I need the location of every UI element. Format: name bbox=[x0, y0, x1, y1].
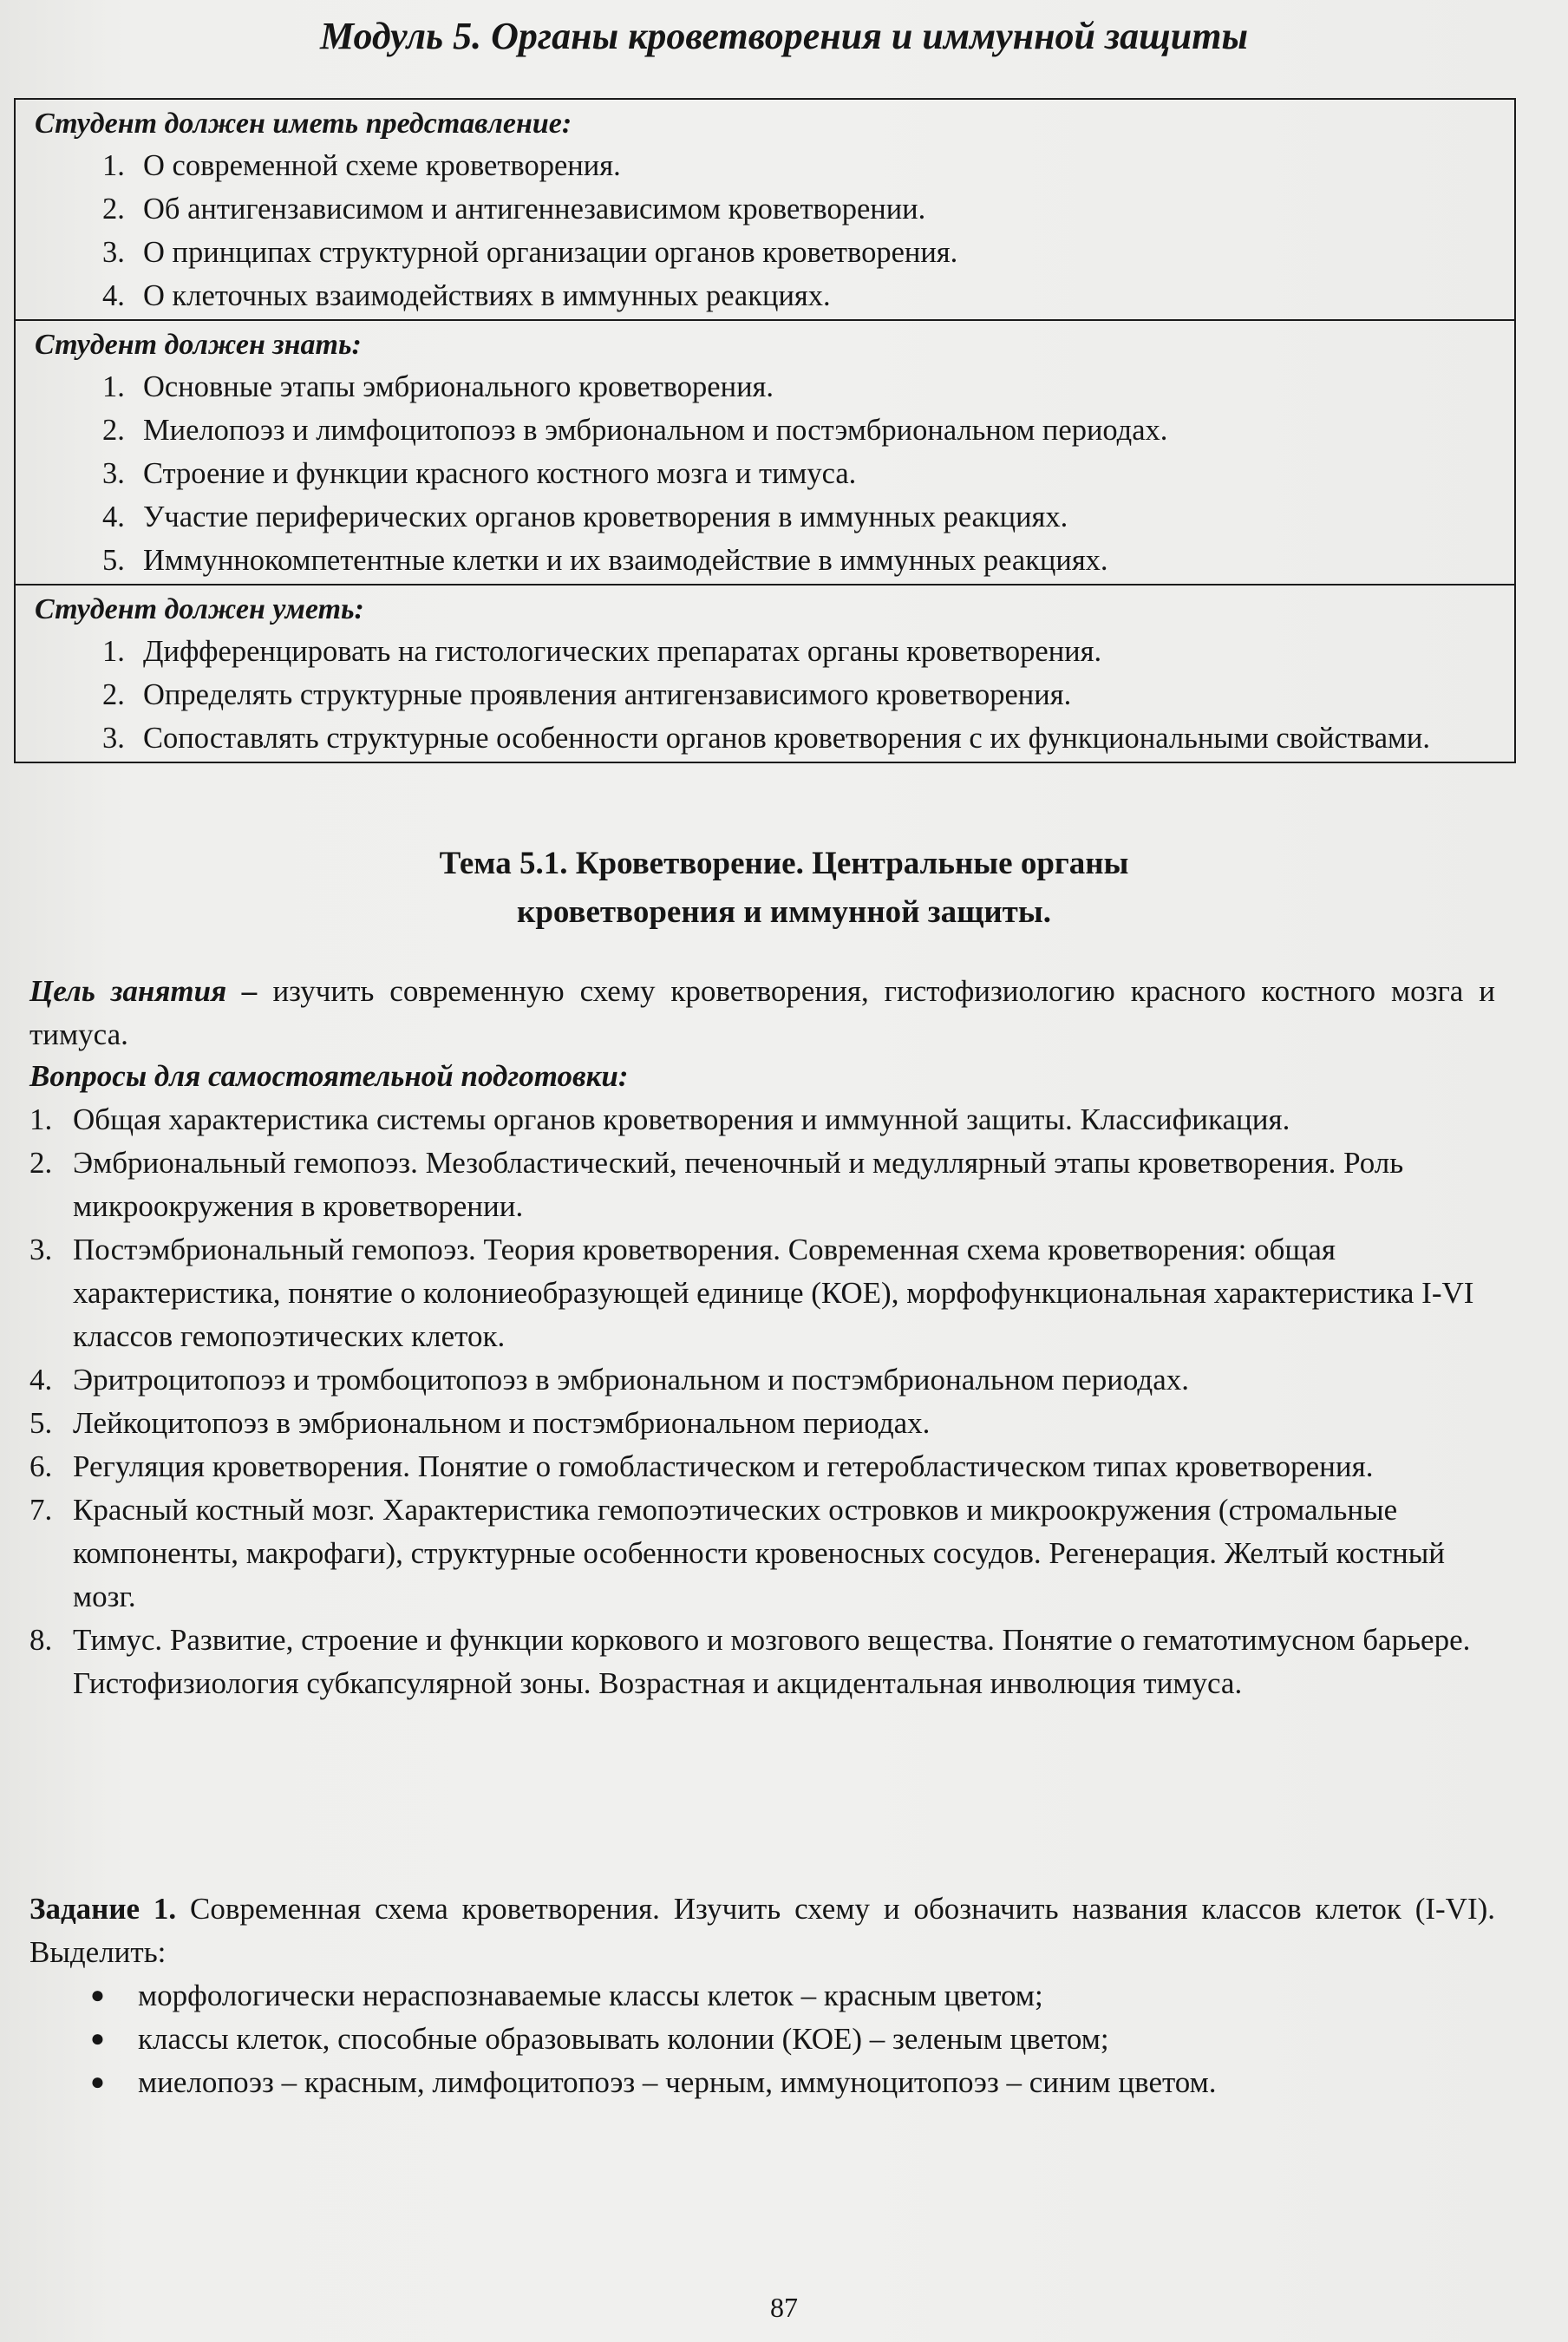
item-text: Эритроцитопоэз и тромбоцитопоэз в эмбриональном и постэмбриональном периодах. bbox=[73, 1363, 1190, 1397]
item-number: 1. bbox=[102, 149, 125, 182]
item-number: 1. bbox=[102, 635, 125, 668]
objectives-section-able bbox=[16, 586, 1514, 762]
question-item bbox=[29, 1142, 1504, 1228]
item-number: 5. bbox=[29, 1406, 53, 1440]
question-item bbox=[29, 1228, 1504, 1358]
question-item bbox=[29, 1445, 1504, 1488]
objective-item bbox=[16, 409, 1514, 452]
item-number: 3. bbox=[102, 457, 125, 490]
objective-item bbox=[16, 365, 1514, 409]
topic-line: Тема 5.1. Кроветворение. Центральные органы bbox=[439, 846, 1129, 881]
item-text: О современной схеме кроветворения. bbox=[143, 149, 621, 182]
objective-item bbox=[16, 144, 1514, 187]
item-number: 2. bbox=[102, 193, 125, 226]
topic-line: кроветворения и иммунной защиты. bbox=[517, 894, 1051, 930]
question-item bbox=[29, 1358, 1504, 1402]
questions-heading: Вопросы для самостоятельной подготовки: bbox=[29, 1059, 629, 1093]
bullet-icon: ● bbox=[90, 1982, 105, 2009]
item-number: 4. bbox=[29, 1363, 53, 1397]
item-text: Дифференцировать на гистологических препаратах органы кроветворения. bbox=[143, 635, 1102, 668]
item-text: Постэмбриональный гемопоэз. Теория кроветворения. Современная схема кроветворения: общая характеристика, понятие о колониеобразующей единице (КОЕ), морфофункциональная характеристика I-VI классов гемопоэтических клеток. bbox=[73, 1233, 1474, 1353]
item-text: Красный костный мозг. Характеристика гемопоэтических островков и микроокружения (стромальные компоненты, макрофаги), структурные особенности кровеносных сосудов. Регенерация. Желтый костный мозг. bbox=[73, 1493, 1445, 1613]
item-text: О принципах структурной организации органов кроветворения. bbox=[143, 236, 958, 269]
objectives-list bbox=[16, 365, 1514, 582]
objective-item bbox=[16, 495, 1514, 539]
item-number: 5. bbox=[102, 544, 125, 577]
objective-item bbox=[16, 231, 1514, 274]
item-text: Сопоставлять структурные особенности органов кроветворения с их функциональными свойствами. bbox=[143, 722, 1430, 755]
bullet-icon: ● bbox=[90, 2069, 105, 2096]
item-number: 3. bbox=[102, 722, 125, 755]
objectives-list bbox=[16, 630, 1514, 760]
bullet-text: миелопоэз – красным, лимфоцитопоэз – черным, иммуноцитопоэз – синим цветом. bbox=[138, 2065, 1217, 2099]
task-label: Задание 1. bbox=[29, 1892, 177, 1926]
objectives-list bbox=[16, 144, 1514, 317]
objective-item bbox=[16, 716, 1514, 760]
question-item bbox=[29, 1402, 1504, 1445]
module-title: Модуль 5. Органы кроветворения и иммунной защиты bbox=[319, 15, 1249, 57]
item-text: О клеточных взаимодействиях в иммунных реакциях. bbox=[143, 279, 831, 312]
item-text: Основные этапы эмбрионального кроветворения. bbox=[143, 370, 774, 403]
objectives-table bbox=[14, 98, 1516, 763]
page-number: 87 bbox=[770, 2292, 798, 2323]
questions-list bbox=[29, 1098, 1504, 1705]
item-text: Тимус. Развитие, строение и функции коркового и мозгового вещества. Понятие о гематотимусном барьере. Гистофизиология субкапсулярной зоны. Возрастная и акцидентальная инволюция тимуса. bbox=[73, 1623, 1471, 1700]
item-number: 8. bbox=[29, 1623, 53, 1657]
objective-item bbox=[16, 274, 1514, 317]
item-text: Иммуннокомпетентные клетки и их взаимодействие в иммунных реакциях. bbox=[143, 544, 1108, 577]
topic-heading bbox=[0, 840, 1568, 937]
objectives-heading: Студент должен знать: bbox=[35, 329, 362, 361]
bullet-text: классы клеток, способные образовывать колонии (КОЕ) – зеленым цветом; bbox=[138, 2022, 1109, 2056]
task-bullet-item bbox=[29, 2018, 1504, 2061]
objective-item bbox=[16, 452, 1514, 495]
objective-item bbox=[16, 539, 1514, 582]
goal-text: изучить современную схему кроветворения, гистофизиологию красного костного мозга и тимуса. bbox=[29, 974, 1495, 1051]
item-number: 3. bbox=[102, 236, 125, 269]
task-bullet-item bbox=[29, 2061, 1504, 2104]
lesson-goal bbox=[29, 970, 1495, 1057]
item-text: Строение и функции красного костного мозга и тимуса. bbox=[143, 457, 857, 490]
item-number: 6. bbox=[29, 1449, 53, 1483]
task-bullets bbox=[29, 1974, 1504, 2104]
item-number: 2. bbox=[29, 1146, 53, 1180]
objective-item bbox=[16, 673, 1514, 716]
item-number: 4. bbox=[102, 279, 125, 312]
question-item bbox=[29, 1619, 1504, 1705]
item-number: 2. bbox=[102, 678, 125, 711]
item-number: 2. bbox=[102, 414, 125, 447]
item-text: Эмбриональный гемопоэз. Мезобластический, печеночный и медуллярный этапы кроветворения. Роль микроокружения в кроветворении. bbox=[73, 1146, 1404, 1223]
item-number: 1. bbox=[102, 370, 125, 403]
objective-item bbox=[16, 630, 1514, 673]
goal-label: Цель занятия – bbox=[29, 974, 258, 1008]
objectives-heading: Студент должен иметь представление: bbox=[35, 108, 572, 140]
item-text: Определять структурные проявления антигензависимого кроветворения. bbox=[143, 678, 1072, 711]
item-text: Общая характеристика системы органов кроветворения и иммунной защиты. Классификация. bbox=[73, 1102, 1290, 1136]
item-text: Миелопоэз и лимфоцитопоэз в эмбриональном и постэмбриональном периодах. bbox=[143, 414, 1168, 447]
objectives-section-know bbox=[16, 321, 1514, 586]
task-text: Современная схема кроветворения. Изучить схему и обозначить названия классов клеток (I-VI). Выделить: bbox=[29, 1892, 1496, 1969]
bullet-icon: ● bbox=[90, 2025, 105, 2052]
question-item bbox=[29, 1098, 1504, 1142]
objectives-section-representation bbox=[16, 100, 1514, 321]
item-text: Лейкоцитопоэз в эмбриональном и постэмбриональном периодах. bbox=[73, 1406, 931, 1440]
item-text: Участие периферических органов кроветворения в иммунных реакциях. bbox=[143, 500, 1068, 533]
objectives-heading: Студент должен уметь: bbox=[35, 593, 364, 625]
item-number: 7. bbox=[29, 1493, 53, 1527]
item-text: Регуляция кроветворения. Понятие о гомобластическом и гетеробластическом типах кроветворения. bbox=[73, 1449, 1374, 1483]
item-number: 4. bbox=[102, 500, 125, 533]
question-item bbox=[29, 1488, 1504, 1619]
task-bullet-item bbox=[29, 1974, 1504, 2018]
item-number: 1. bbox=[29, 1102, 53, 1136]
item-text: Об антигензависимом и антигеннезависимом кроветворении. bbox=[143, 193, 926, 226]
item-number: 3. bbox=[29, 1233, 53, 1266]
objective-item bbox=[16, 187, 1514, 231]
task-1 bbox=[29, 1887, 1495, 1974]
bullet-text: морфологически нераспознаваемые классы клеток – красным цветом; bbox=[138, 1979, 1043, 2012]
